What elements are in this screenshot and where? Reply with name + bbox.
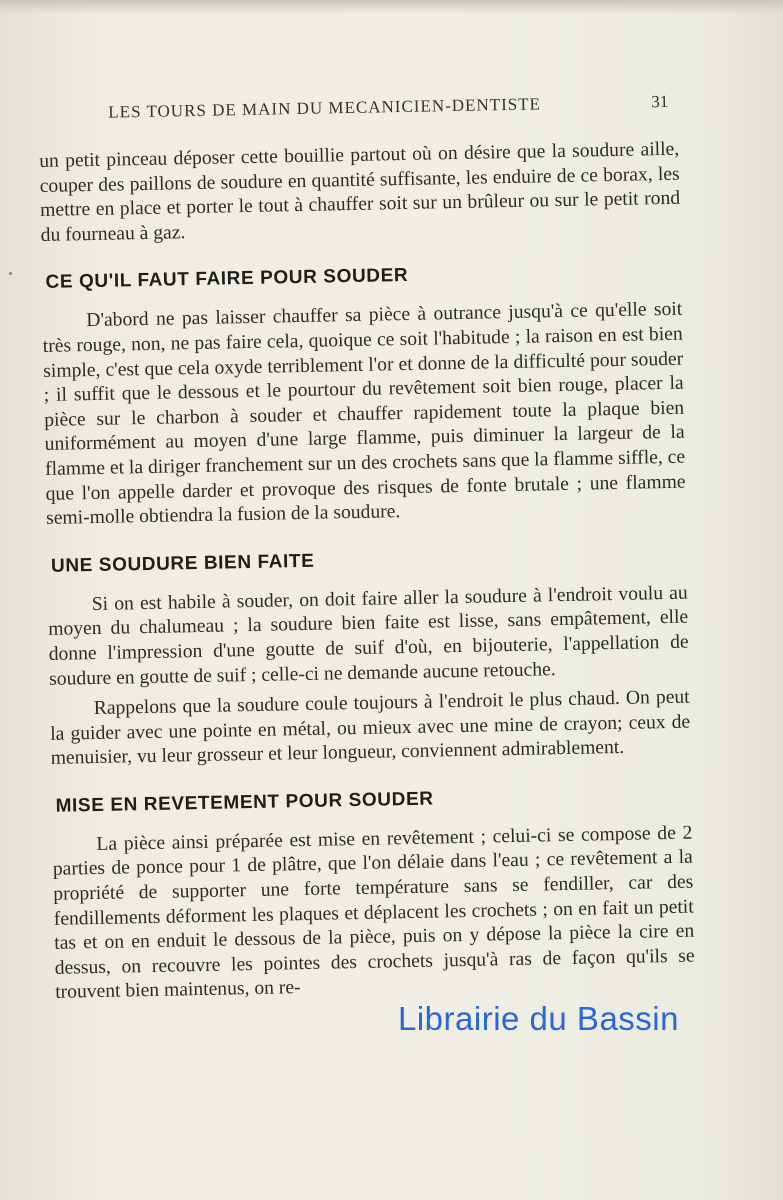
watermark-text: Librairie du Bassin <box>398 1000 679 1037</box>
paragraph-revetement: La pièce ainsi préparée est mise en revêtement ; celui-ci se compose de 2 parties de ponce pour 1 de plâtre, que l'on délaie dans l'eau ; ce revêtement a la propriété de supporter une forte température sans se fendiller, car des fendillements déforment les plaques et déplacent les crochets ; on en fait un petit tas et on en enduit le dessous de la pièce, puis on y dépose la pièce la cire en dessus, on recouvre les pointes des crochets jusqu'à ras de façon qu'ils se trouvent bien maintenus, on re- <box>52 822 695 1004</box>
paragraph-souder: D'abord ne pas laisser chauffer sa pièce à outrance jusqu'à ce qu'elle soit très rouge, non, ne pas faire cela, quoique ce soit l'habitude ; la raison en est bien simple, c'est que cela oxyde terriblement l'or et donne de la difficulté pour souder ; il suffit que le dessous et le pourtour du revêtement soit bien rouge, placer la pièce sur le charbon à souder et chauffer rapidement toute la plaque bien uniformément au moyen d'une large flamme, puis diminuer la largeur de la flamme et la diriger franchement sur un des crochets sans que la flamme siffle, ce que l'on appelle darder et provoque des risques de fonte brutale ; une flamme semi-molle obtiendra la fusion de la soudure. <box>42 299 686 530</box>
paper-speck <box>9 272 12 275</box>
running-header <box>108 92 678 123</box>
paragraph-soudure-1: Si on est habile à souder, on doit faire aller la soudure à l'endroit voulu au moyen du chalumeau ; la soudure bien faite est lisse, sans empâtement, elle donne l'impression d'une goutte de suif d'où, en bijouterie, l'appellation de soudure en goutte de suif ; celle-ci ne demande aucune retouche. <box>48 582 689 690</box>
page-top-shadow <box>0 0 783 14</box>
text-block <box>38 84 695 1006</box>
running-title: LES TOURS DE MAIN DU MECANICIEN-DENTISTE <box>108 94 542 122</box>
paragraph-soudure-2: Rappelons que la soudure coule toujours à l'endroit le plus chaud. On peut la guider avec une pointe en métal, ou mieux avec une mine de crayon; ceux de menuisier, vu leur grosseur et leur longueur, conviennent admirablement. <box>50 686 691 770</box>
heading-mise-en-revetement: MISE EN REVETEMENT POUR SOUDER <box>55 788 434 817</box>
heading-soudure-bien-faite: UNE SOUDURE BIEN FAITE <box>50 550 315 577</box>
paragraph-intro: un petit pinceau déposer cette bouillie partout où on désire que la soudure aille, couper des paillons de soudure en quantité suffisante, les enduire de ce borax, les mettre en place et porter le tout à chauffer soit sur un brûleur ou sur le petit rond du fourneau à gaz. <box>39 138 681 246</box>
heading-ce-qu-il-faut-faire: CE QU'IL FAUT FAIRE POUR SOUDER <box>45 265 409 294</box>
page-number: 31 <box>651 91 669 112</box>
